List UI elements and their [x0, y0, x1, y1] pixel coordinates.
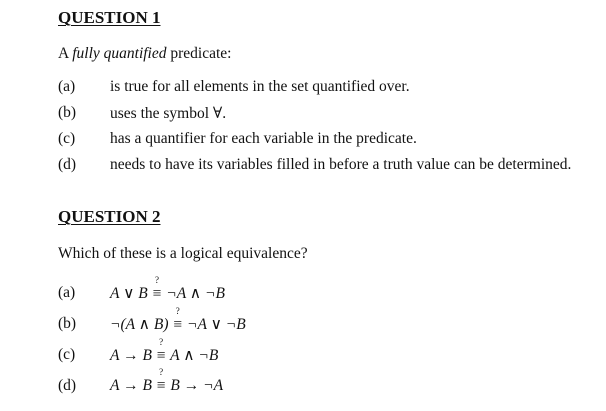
question-2-title: QUESTION 2 [58, 207, 161, 226]
q2-option-a-formula [110, 275, 225, 303]
question-1-title: QUESTION 1 [58, 8, 161, 27]
question-1-prompt [58, 45, 231, 63]
prompt-prefix: A [58, 45, 73, 62]
formula-lhs: A → B [110, 347, 152, 364]
q1-option-c-text: has a quantifier for each variable in the predicate. [110, 130, 417, 147]
q1-option-a-label: (a) [58, 78, 76, 95]
q2-option-c-label: (c) [58, 346, 76, 363]
formula-lhs: A → B [110, 377, 152, 394]
prompt-suffix: predicate: [166, 45, 232, 62]
q1-option-d-text: needs to have its variables filled in before a truth value can be determined. [110, 156, 572, 173]
equivalence-symbol: ? ≡ [152, 275, 162, 302]
q2-option-b-formula [110, 306, 246, 334]
equivalence-symbol: ? ≡ [173, 306, 183, 333]
formula-rhs: ¬A ∨ ¬B [187, 316, 246, 333]
q1-option-a-text: is true for all elements in the set quantified over. [110, 78, 410, 95]
q2-option-d-label: (d) [58, 377, 77, 394]
formula-rhs: ¬A ∧ ¬B [166, 285, 225, 302]
prompt-emphasis: fully quantified [72, 45, 167, 62]
q1-option-b-label: (b) [58, 104, 77, 121]
equivalence-symbol: ? ≡ [156, 337, 166, 364]
question-2-prompt: Which of these is a logical equivalence? [58, 245, 308, 262]
q2-option-d-formula [110, 367, 224, 395]
formula-lhs: ¬(A ∧ B) [110, 316, 169, 333]
equivalence-symbol: ? ≡ [156, 367, 166, 394]
formula-rhs: A ∧ ¬B [170, 347, 219, 364]
q2-option-a-label: (a) [58, 284, 76, 301]
q1-option-d-label: (d) [58, 156, 77, 173]
q1-option-c-label: (c) [58, 130, 76, 147]
formula-lhs: A ∨ B [110, 285, 148, 302]
q2-option-b-label: (b) [58, 315, 77, 332]
q2-option-c-formula [110, 337, 219, 365]
formula-rhs: B → ¬A [170, 377, 224, 394]
q1-option-b-text: uses the symbol ∀. [110, 105, 227, 122]
